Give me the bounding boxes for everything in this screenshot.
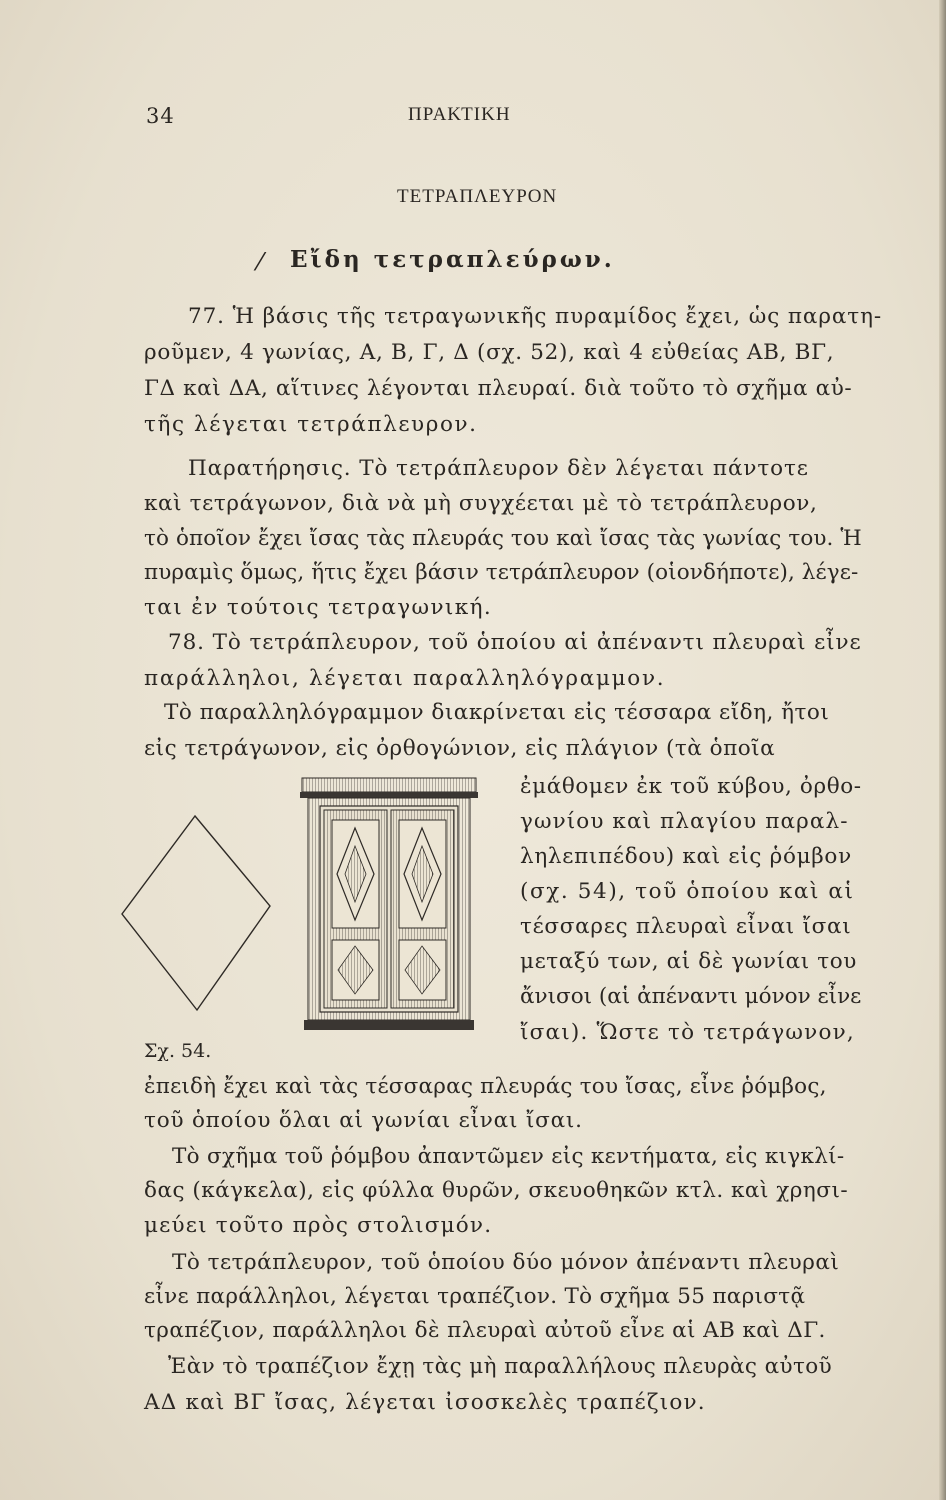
figure-caption: Σχ. 54. <box>144 1040 212 1062</box>
text-line: ἄνισοι (αἱ ἀπέναντι μόνον εἶνε <box>520 984 862 1009</box>
text-line: εἶνε παράλληλοι, λέγεται τραπέζιον. Τὸ σχῆμα 55 παριστᾷ <box>144 1284 806 1309</box>
text-line: εἰς τετράγωνον, εἰς ὀρθογώνιον, εἰς πλάγιον (τὰ ὁποῖα <box>144 736 776 761</box>
text-line: μεταξύ των, αἱ δὲ γωνίαι του <box>520 949 857 974</box>
page-number: 34 <box>146 104 175 128</box>
text-line: Τὸ τετράπλευρον, τοῦ ὁποίου δύο μόνον ἀπέναντι πλευραὶ <box>172 1250 840 1275</box>
text-line: τὸ ὁποῖον ἔχει ἴσας τὰς πλευράς του καὶ ἴσας τὰς γωνίας του. Ἡ <box>144 526 862 551</box>
text-line: Τὸ σχῆμα τοῦ ῥόμβου ἀπαντῶμεν εἰς κεντήματα, εἰς κιγκλί- <box>172 1144 845 1169</box>
text-line: γωνίου καὶ πλαγίου παραλ- <box>520 809 849 834</box>
text-line: ἐμάθομεν ἐκ τοῦ κύβου, ὀρθο- <box>520 774 862 799</box>
text-line: ροῦμεν, 4 γωνίας, Α, Β, Γ, Δ (σχ. 52), καὶ 4 εὐθείας ΑΒ, ΒΓ, <box>144 340 835 365</box>
text-line: Τὸ παραλληλόγραμμον διακρίνεται εἰς τέσσαρα εἴδη, ἤτοι <box>164 700 830 725</box>
text-line: Ἐὰν τὸ τραπέζιον ἔχῃ τὰς μὴ παραλλήλους πλευρὰς αὐτοῦ <box>168 1354 833 1379</box>
text-line: (σχ. 54), τοῦ ὁποίου καὶ αἱ <box>520 879 855 904</box>
text-line: ΑΔ καὶ ΒΓ ἴσας, λέγεται ἰσοσκελὲς τραπέζιον. <box>144 1390 706 1415</box>
section-title: ΤΕΤΡΑΠΛΕΥΡΟΝ <box>397 186 558 207</box>
text-line: τῆς λέγεται τετράπλευρον. <box>144 412 478 437</box>
text-line: ται ἐν τούτοις τετραγωνική. <box>144 595 493 620</box>
text-line: τέσσαρες πλευραὶ εἶναι ἴσαι <box>520 914 852 939</box>
text-line: παράλληλοι, λέγεται παραλληλόγραμμον. <box>144 666 666 691</box>
text-line: Παρατήρησις. Τὸ τετράπλευρον δὲν λέγεται πάντοτε <box>188 456 809 481</box>
text-line: τοῦ ὁποίου ὅλαι αἱ γωνίαι εἶναι ἴσαι. <box>144 1108 583 1133</box>
text-line: τραπέζιον, παράλληλοι δὲ πλευραὶ αὐτοῦ εἶνε αἱ ΑΒ καὶ ΔΓ. <box>144 1318 826 1343</box>
running-head: ΠΡΑΚΤΙΚΗ <box>408 104 511 125</box>
text-line: καὶ τετράγωνον, διὰ νὰ μὴ συγχέεται μὲ τὸ τετράπλευρον, <box>144 491 818 516</box>
text-line: πυραμὶς ὅμως, ἥτις ἔχει βάσιν τετράπλευρον (οἱονδήποτε), λέγε- <box>144 560 859 585</box>
text-line: ληλεπιπέδου) καὶ εἰς ῥόμβον <box>520 844 852 869</box>
text-line: μεύει τοῦτο πρὸς στολισμόν. <box>144 1213 493 1238</box>
text-line: ἐπειδὴ ἔχει καὶ τὰς τέσσαρας πλευράς του ἴσας, εἶνε ῥόμβος, <box>144 1074 827 1099</box>
page-edge <box>939 0 946 1500</box>
text-line: δας (κάγκελα), εἰς φύλλα θυρῶν, σκευοθηκῶν κτλ. καὶ χρησι- <box>144 1178 849 1203</box>
text-line: ἴσαι). Ὥστε τὸ τετράγωνον, <box>520 1020 855 1045</box>
text-line: 77. Ἡ βάσις τῆς τετραγωνικῆς πυραμίδος ἔχει, ὡς παρατη- <box>188 304 883 329</box>
rhombus-figure <box>118 814 278 1014</box>
subsection-title: Εἴδη τετραπλεύρων. <box>290 246 615 273</box>
door-engraving-figure <box>300 776 482 1034</box>
text-line: ΓΔ καὶ ΔΑ, αἵτινες λέγονται πλευραί. διὰ τοῦτο τὸ σχῆμα αὐ- <box>144 376 853 401</box>
text-line: 78. Τὸ τετράπλευρον, τοῦ ὁποίου αἱ ἀπέναντι πλευραὶ εἶνε <box>168 630 862 655</box>
pencil-check-mark: ⁄ <box>258 248 263 276</box>
